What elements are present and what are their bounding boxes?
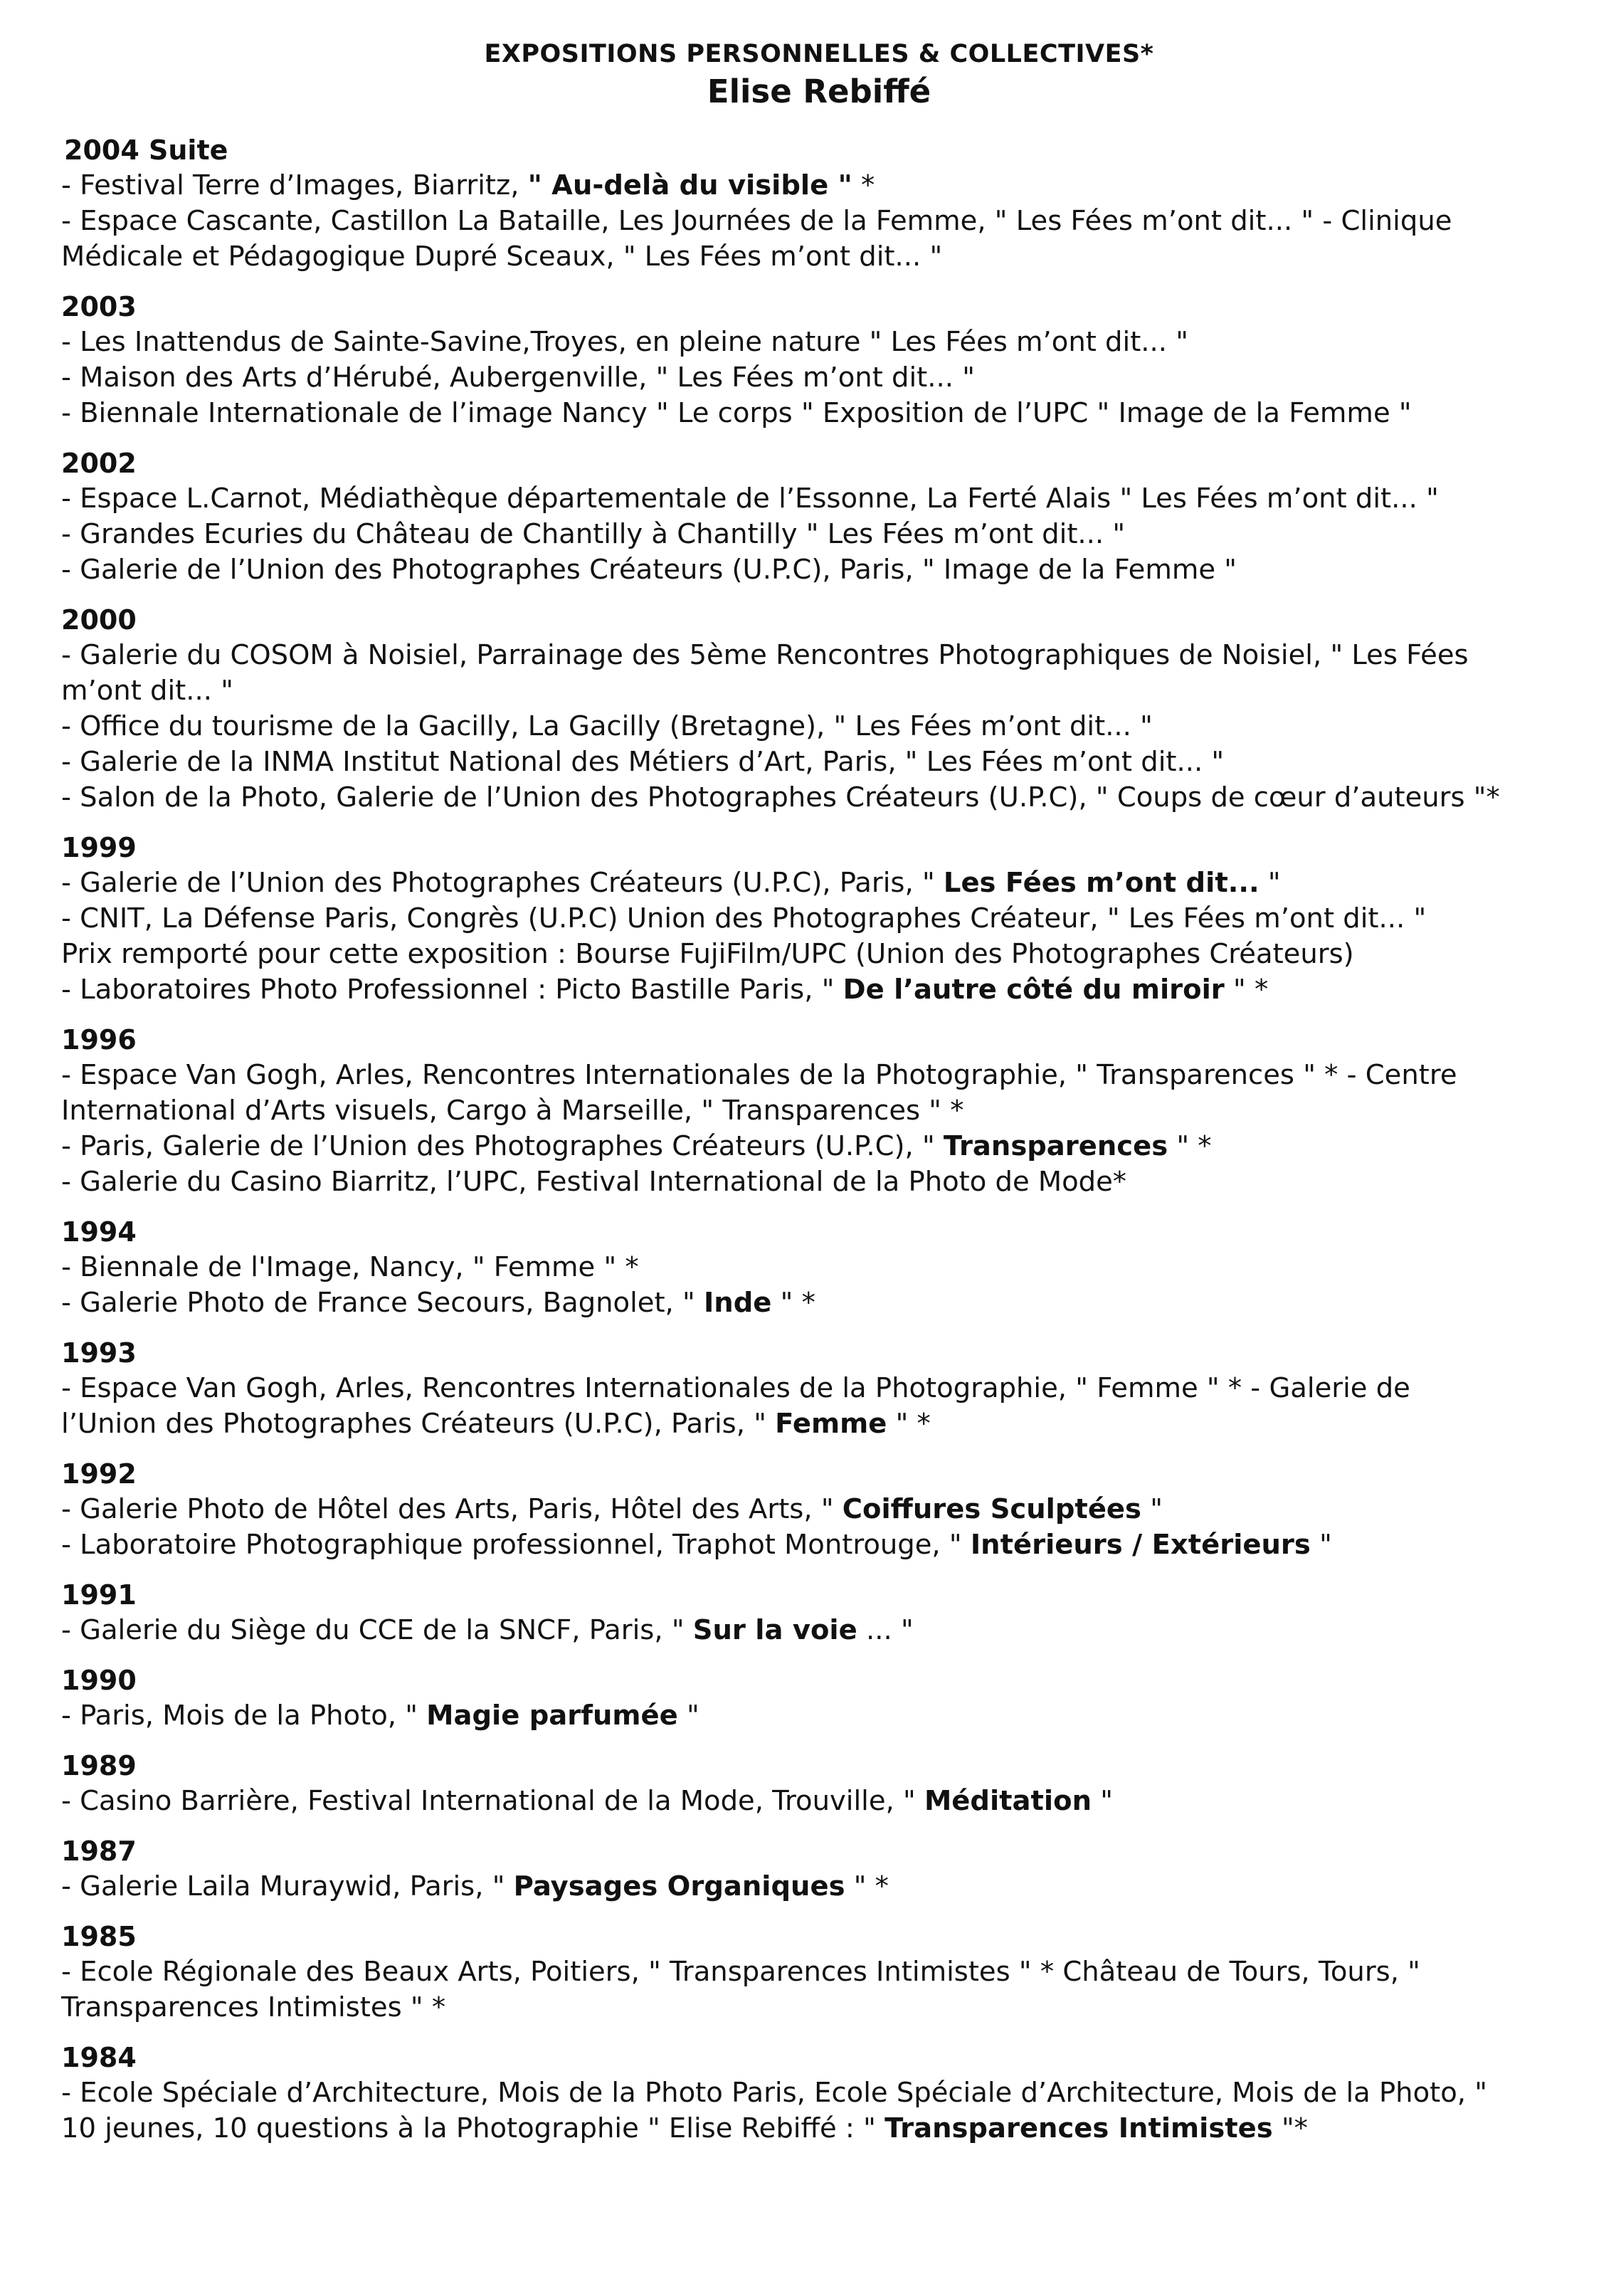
- year-heading: 1990: [61, 1665, 137, 1696]
- exhibition-line: [61, 937, 1577, 972]
- year-heading: 1985: [61, 1921, 137, 1952]
- exhibition-title: Méditation: [924, 1785, 1092, 1817]
- exhibition-text: Médicale et Pédagogique Dupré Sceaux, " Les Fées m’ont dit... ": [61, 241, 943, 273]
- exhibition-text: - Galerie Photo de France Secours, Bagnolet, ": [61, 1287, 704, 1319]
- exhibition-line: [61, 2075, 1577, 2111]
- exhibition-text: " *: [771, 1287, 815, 1319]
- year-section: [61, 1663, 1577, 1734]
- exhibition-line: [61, 204, 1577, 239]
- exhibition-line: [61, 638, 1577, 673]
- exhibition-title: " Au-delà du visible ": [527, 169, 852, 201]
- year-section: [61, 1214, 1577, 1321]
- exhibition-title: Intérieurs / Extérieurs: [970, 1529, 1311, 1561]
- exhibition-text: " *: [887, 1408, 931, 1440]
- exhibition-text: - Galerie du Casino Biarritz, l’UPC, Festival International de la Photo de Mode*: [61, 1166, 1127, 1198]
- exhibition-text: - CNIT, La Défense Paris, Congrès (U.P.C) Union des Photographes Créateur, " Les Fées m’ont dit... ": [61, 902, 1427, 934]
- year-heading: 2003: [61, 291, 137, 322]
- exhibition-line: [61, 901, 1577, 937]
- year-section: [61, 1833, 1577, 1905]
- exhibition-title: Transparences Intimistes: [884, 2112, 1273, 2144]
- exhibition-line: [61, 1164, 1577, 1200]
- exhibition-title: Femme: [775, 1408, 887, 1440]
- exhibition-title: Inde: [703, 1287, 772, 1319]
- exhibition-line: [61, 360, 1577, 396]
- exhibition-text: - Paris, Galerie de l’Union des Photographes Créateurs (U.P.C), ": [61, 1130, 944, 1162]
- exhibition-text: - Laboratoires Photo Professionnel : Picto Bastille Paris, ": [61, 974, 843, 1006]
- exhibition-text: 10 jeunes, 10 questions à la Photographie " Elise Rebiffé : ": [61, 2112, 885, 2144]
- exhibition-line: [61, 744, 1577, 780]
- exhibition-title: Paysages Organiques: [513, 1870, 845, 1902]
- exhibition-text: - Galerie du Siège du CCE de la SNCF, Paris, ": [61, 1614, 693, 1646]
- year-heading: 2000: [61, 604, 137, 636]
- year-section: [61, 289, 1577, 431]
- exhibition-line: [61, 1250, 1577, 1285]
- year-heading: 1993: [61, 1337, 137, 1369]
- exhibition-line: [61, 2111, 1577, 2147]
- exhibition-text: *: [852, 169, 875, 201]
- exhibition-line: [61, 1406, 1577, 1442]
- exhibition-text: Prix remporté pour cette exposition : Bourse FujiFilm/UPC (Union des Photographes Créateurs): [61, 938, 1354, 970]
- year-heading: 2002: [61, 448, 137, 479]
- year-section: [61, 132, 1577, 275]
- exhibition-text: - Festival Terre d’Images, Biarritz,: [61, 169, 528, 201]
- exhibition-text: - Galerie Photo de Hôtel des Arts, Paris, Hôtel des Arts, ": [61, 1493, 843, 1525]
- year-section: [61, 1335, 1577, 1442]
- exhibition-line: [61, 552, 1577, 588]
- exhibition-text: - Office du tourisme de la Gacilly, La Gacilly (Bretagne), " Les Fées m’ont dit... ": [61, 710, 1153, 742]
- exhibition-text: "*: [1272, 2112, 1308, 2144]
- exhibition-text: " *: [845, 1870, 889, 1902]
- year-heading: 1996: [61, 1024, 137, 1055]
- year-heading: 1984: [61, 2042, 137, 2073]
- exhibition-text: ... ": [857, 1614, 914, 1646]
- exhibition-line: [61, 396, 1577, 431]
- exhibition-line: [61, 972, 1577, 1008]
- exhibition-line: [61, 1129, 1577, 1164]
- exhibition-text: - Galerie de la INMA Institut National des Métiers d’Art, Paris, " Les Fées m’ont dit... ": [61, 746, 1225, 778]
- year-section: [61, 446, 1577, 588]
- year-section: [61, 1456, 1577, 1563]
- exhibition-line: [61, 1613, 1577, 1648]
- exhibition-line: [61, 1698, 1577, 1734]
- year-heading: 2004 Suite: [64, 135, 228, 166]
- year-heading: 1987: [61, 1836, 137, 1867]
- exhibition-text: l’Union des Photographes Créateurs (U.P.C), Paris, ": [61, 1408, 776, 1440]
- document-title: EXPOSITIONS PERSONNELLES & COLLECTIVES*: [484, 40, 1154, 68]
- exhibition-text: - Paris, Mois de la Photo, ": [61, 1700, 427, 1732]
- exhibition-text: - Ecole Spéciale d’Architecture, Mois de la Photo Paris, Ecole Spéciale d’Architecture, Mois de la Photo, ": [61, 2077, 1487, 2109]
- exhibition-text: - Espace Cascante, Castillon La Bataille, Les Journées de la Femme, " Les Fées m’ont dit... " - Clinique: [61, 205, 1452, 237]
- exhibition-text: ": [677, 1700, 699, 1732]
- exhibition-title: De l’autre côté du miroir: [843, 974, 1225, 1006]
- exhibition-line: [61, 1869, 1577, 1905]
- exhibition-line: [61, 1285, 1577, 1321]
- exhibition-text: - Grandes Ecuries du Château de Chantilly à Chantilly " Les Fées m’ont dit... ": [61, 518, 1126, 550]
- exhibition-line: [61, 673, 1577, 709]
- exhibition-text: - Galerie de l’Union des Photographes Créateurs (U.P.C), Paris, ": [61, 867, 944, 899]
- exhibition-text: International d’Arts visuels, Cargo à Marseille, " Transparences " *: [61, 1095, 964, 1127]
- exhibition-text: - Galerie de l’Union des Photographes Créateurs (U.P.C), Paris, " Image de la Femme ": [61, 554, 1237, 586]
- exhibition-text: - Espace Van Gogh, Arles, Rencontres Internationales de la Photographie, " Transparences " * - Centre: [61, 1059, 1457, 1091]
- exhibition-line: [61, 780, 1577, 816]
- exhibition-title: Magie parfumée: [426, 1700, 678, 1732]
- exhibition-text: ": [1310, 1529, 1332, 1561]
- year-heading: 1994: [61, 1216, 137, 1248]
- year-heading: 1989: [61, 1750, 137, 1781]
- exhibition-title: Les Fées m’ont dit...: [943, 867, 1259, 899]
- exhibition-line: [61, 1527, 1577, 1563]
- exhibition-line: [61, 168, 1577, 204]
- artist-name: Elise Rebiffé: [707, 73, 931, 110]
- exhibition-text: - Laboratoire Photographique professionnel, Traphot Montrouge, ": [61, 1529, 971, 1561]
- year-section: [61, 1577, 1577, 1648]
- exhibition-text: " *: [1168, 1130, 1212, 1162]
- exhibition-text: m’ont dit... ": [61, 675, 233, 707]
- exhibition-text: ": [1141, 1493, 1163, 1525]
- exhibition-line: [61, 1990, 1577, 2026]
- exhibition-text: - Casino Barrière, Festival International de la Mode, Trouville, ": [61, 1785, 924, 1817]
- exhibition-line: [61, 517, 1577, 552]
- exhibition-text: ": [1092, 1785, 1113, 1817]
- exhibition-text: - Biennale Internationale de l’image Nancy " Le corps " Exposition de l’UPC " Image de la Femme ": [61, 397, 1412, 429]
- exhibition-text: Transparences Intimistes " *: [61, 1991, 446, 2023]
- year-section: [61, 1022, 1577, 1200]
- exhibition-text: - Salon de la Photo, Galerie de l’Union des Photographes Créateurs (U.P.C), " Coups de cœur d’auteurs "*: [61, 781, 1500, 813]
- exhibition-line: [61, 865, 1577, 901]
- exhibition-line: [61, 1784, 1577, 1819]
- exhibition-text: - Ecole Régionale des Beaux Arts, Poitiers, " Transparences Intimistes " * Château de Tours, Tours, ": [61, 1956, 1420, 1988]
- year-section: [61, 2040, 1577, 2147]
- exhibition-list: [61, 132, 1577, 2147]
- year-section: [61, 830, 1577, 1008]
- exhibition-text: - Galerie du COSOM à Noisiel, Parrainage des 5ème Rencontres Photographiques de Noisiel, " Les Fées: [61, 639, 1469, 671]
- exhibition-title: Transparences: [943, 1130, 1168, 1162]
- document-header: [61, 37, 1577, 112]
- exhibition-line: [61, 481, 1577, 517]
- year-heading: 1999: [61, 832, 137, 863]
- exhibition-text: - Maison des Arts d’Hérubé, Aubergenville, " Les Fées m’ont dit... ": [61, 362, 975, 394]
- exhibition-text: - Biennale de l'Image, Nancy, " Femme " *: [61, 1251, 639, 1283]
- exhibition-line: [61, 1954, 1577, 1990]
- exhibition-text: " *: [1224, 974, 1269, 1006]
- exhibition-line: [61, 239, 1577, 275]
- year-heading: 1992: [61, 1458, 137, 1490]
- year-section: [61, 1919, 1577, 2026]
- exhibition-line: [61, 1093, 1577, 1129]
- document-page: [61, 37, 1577, 2161]
- exhibition-text: - Espace Van Gogh, Arles, Rencontres Internationales de la Photographie, " Femme " * - Galerie de: [61, 1372, 1410, 1404]
- exhibition-line: [61, 325, 1577, 360]
- exhibition-text: - Galerie Laila Muraywid, Paris, ": [61, 1870, 514, 1902]
- exhibition-line: [61, 709, 1577, 744]
- exhibition-text: ": [1259, 867, 1281, 899]
- exhibition-line: [61, 1058, 1577, 1093]
- year-heading: 1991: [61, 1579, 137, 1611]
- exhibition-line: [61, 1492, 1577, 1527]
- year-section: [61, 602, 1577, 816]
- year-section: [61, 1748, 1577, 1819]
- exhibition-text: - Les Inattendus de Sainte-Savine,Troyes, en pleine nature " Les Fées m’ont dit... ": [61, 326, 1188, 358]
- exhibition-title: Sur la voie: [692, 1614, 857, 1646]
- exhibition-title: Coiffures Sculptées: [842, 1493, 1141, 1525]
- exhibition-text: - Espace L.Carnot, Médiathèque départementale de l’Essonne, La Ferté Alais " Les Fées m’ont dit... ": [61, 483, 1439, 515]
- exhibition-line: [61, 1371, 1577, 1406]
